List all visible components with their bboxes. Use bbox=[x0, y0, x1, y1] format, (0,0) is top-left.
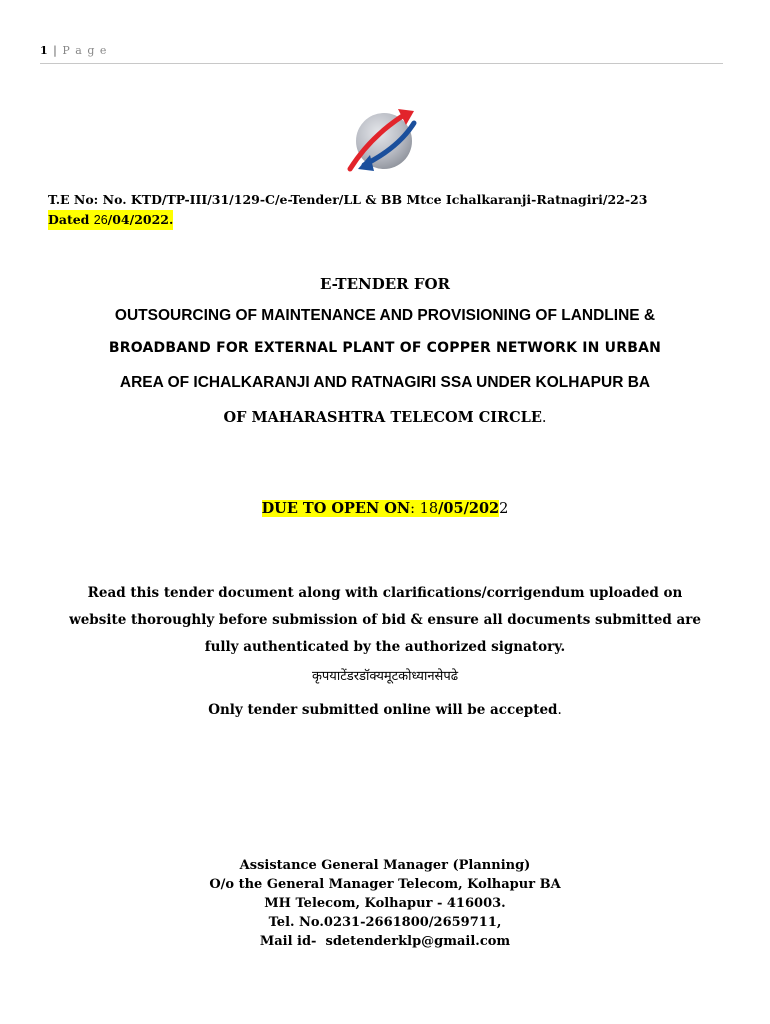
tender-dated bbox=[48, 210, 173, 230]
address-line-4: Tel. No.0231-2661800/2659711, bbox=[268, 915, 502, 930]
notice-line-2: website thoroughly before submission of bid & ensure all documents submitted are bbox=[69, 612, 701, 628]
hindi-notice: कृपयाटेंडरडॉक्यमूटकोध्यानसेपढे bbox=[311, 669, 459, 684]
due-day: 18 bbox=[419, 501, 439, 517]
address-line-2: O/o the General Manager Telecom, Kolhapur BA bbox=[209, 877, 561, 892]
dated-label: Dated bbox=[48, 212, 94, 227]
due-highlight bbox=[262, 500, 500, 517]
online-notice-end: . bbox=[557, 702, 562, 718]
online-notice bbox=[40, 702, 730, 718]
due-colon: : bbox=[410, 501, 420, 517]
page-separator: | bbox=[53, 44, 58, 57]
tender-title bbox=[40, 268, 730, 434]
contact-address bbox=[40, 856, 730, 951]
due-rest-plain: 2 bbox=[499, 501, 509, 517]
address-line-1: Assistance General Manager (Planning) bbox=[239, 858, 531, 873]
title-line-3: BROADBAND FOR EXTERNAL PLANT OF COPPER NETWORK IN URBAN bbox=[108, 340, 662, 356]
notice-line-3: fully authenticated by the authorized signatory. bbox=[204, 639, 566, 655]
tender-reference bbox=[48, 190, 728, 230]
title-line-4: AREA OF ICHALKARANJI AND RATNAGIRI SSA UNDER KOLHAPUR BA bbox=[119, 374, 651, 391]
due-date bbox=[40, 500, 730, 517]
page-header bbox=[40, 44, 723, 64]
due-rest: /05/202 bbox=[438, 500, 500, 517]
title-line-5 bbox=[40, 402, 730, 434]
tender-number: T.E No: No. KTD/TP-III/31/129-C/e-Tender/LL & BB Mtce Ichalkaranji-Ratnagiri/22-23 bbox=[48, 192, 648, 207]
notice-line-1: Read this tender document along with clarifications/corrigendum uploaded on bbox=[87, 585, 683, 601]
title-line-1: E-TENDER FOR bbox=[319, 275, 451, 293]
address-line-3: MH Telecom, Kolhapur - 416003. bbox=[264, 896, 506, 911]
due-label: DUE TO OPEN ON bbox=[261, 500, 411, 517]
title-line-5-text: OF MAHARASHTRA TELECOM CIRCLE bbox=[223, 409, 542, 426]
bsnl-logo-icon bbox=[342, 103, 420, 181]
title-line-2: OUTSOURCING OF MAINTENANCE AND PROVISIONING OF LANDLINE & bbox=[114, 307, 656, 324]
online-notice-text: Only tender submitted online will be accepted bbox=[208, 702, 558, 718]
dated-day: 26 bbox=[93, 213, 108, 227]
dated-rest: /04/2022. bbox=[107, 212, 174, 227]
page-word: P a g e bbox=[62, 44, 108, 57]
notice-text bbox=[40, 580, 730, 661]
title-line-5-end: . bbox=[541, 410, 547, 426]
address-line-5: Mail id- sdetenderklp@gmail.com bbox=[259, 934, 511, 949]
page-number: 1 bbox=[40, 44, 49, 57]
